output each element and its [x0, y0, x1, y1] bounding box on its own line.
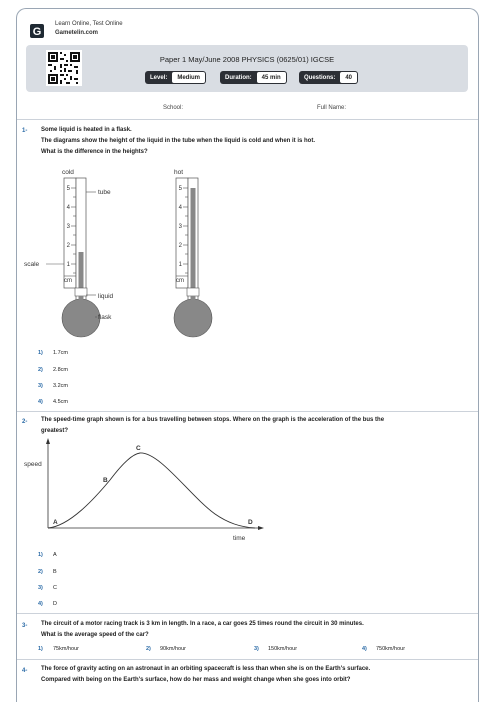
question-number: 1- — [22, 128, 28, 134]
question-line: The speed-time graph shown is for a bus travelling between stops. Where on the graph is the acceleration of the bus the — [41, 417, 385, 423]
question-line: The diagrams show the height of the liquid in the tube when the liquid is cold and when it is hot. — [41, 138, 316, 144]
tick-label: 1 — [66, 262, 70, 268]
paper-title: Paper 1 May/June 2008 PHYSICS (0625/01) IGCSE — [159, 55, 335, 64]
flask — [62, 299, 100, 337]
option-text[interactable]: 2.8cm — [53, 367, 68, 373]
question-number: 3- — [22, 623, 28, 629]
question-line: What is the average speed of the car? — [41, 632, 149, 638]
option-number: 1) — [38, 552, 43, 558]
questions-badge — [299, 71, 358, 84]
speed-curve — [48, 453, 255, 528]
cold-label: cold — [62, 169, 74, 176]
option-number: 2) — [38, 367, 43, 373]
flask-label: flask — [98, 314, 112, 321]
liquid-label: liquid — [98, 293, 114, 300]
question-line: Some liquid is heated in a flask. — [41, 127, 132, 133]
option-text[interactable]: 75km/hour — [53, 646, 79, 652]
speed-time-graph — [0, 436, 496, 546]
option-text[interactable]: 150km/hour — [268, 646, 298, 652]
cm-label: cm — [176, 278, 184, 284]
option-text[interactable]: D — [53, 601, 57, 607]
duration-value: 45 min — [257, 72, 286, 83]
question-text — [41, 619, 364, 641]
tick-label: 3 — [66, 224, 70, 230]
scale-bar — [176, 178, 188, 288]
point-label-b: B — [103, 477, 108, 484]
option-number: 4) — [38, 399, 43, 405]
divider — [17, 613, 478, 614]
point-label-a: A — [53, 519, 58, 526]
stopper — [187, 288, 199, 296]
option-number: 2) — [146, 646, 151, 652]
option-text[interactable]: 90km/hour — [160, 646, 186, 652]
gametelin-logo — [30, 24, 44, 38]
question-text — [41, 125, 315, 158]
questions-value: 40 — [340, 72, 357, 83]
question-line: greatest? — [41, 428, 69, 434]
question-line: The force of gravity acting on an astronaut in an orbiting spacecraft is less than when she is on the Earth's surface. — [41, 666, 371, 672]
cm-label: cm — [64, 278, 72, 284]
x-axis-label: time — [233, 535, 246, 542]
option-number: 3) — [38, 383, 43, 389]
flask — [174, 299, 212, 337]
question-text — [41, 664, 370, 686]
divider — [17, 119, 478, 120]
brand-tagline: Learn Online, Test Online — [55, 21, 123, 27]
option-number: 3) — [38, 585, 43, 591]
option-number: 4) — [38, 601, 43, 607]
duration-label: Duration: — [225, 74, 252, 81]
duration-badge — [220, 71, 287, 84]
option-text[interactable]: B — [53, 569, 57, 575]
tube-label: tube — [98, 189, 111, 196]
scale-label: scale — [24, 261, 40, 268]
tick-label: 4 — [178, 205, 182, 211]
tick-label: 2 — [178, 243, 182, 249]
option-number: 1) — [38, 350, 43, 356]
paper-header — [26, 45, 468, 92]
option-number: 1) — [38, 646, 43, 652]
tick-label: 4 — [66, 205, 70, 211]
full-name-field: Full Name: — [317, 105, 347, 111]
level-label: Level: — [150, 74, 168, 81]
option-text[interactable]: 750km/hour — [376, 646, 406, 652]
option-text[interactable]: 3.2cm — [53, 383, 68, 389]
svg-text:G: G — [32, 26, 42, 38]
divider — [17, 411, 478, 412]
question-line: What is the difference in the heights? — [41, 149, 148, 155]
option-text[interactable]: 1.7cm — [53, 350, 68, 356]
level-value: Medium — [172, 72, 205, 83]
option-number: 2) — [38, 569, 43, 575]
option-number: 3) — [254, 646, 259, 652]
option-number: 4) — [362, 646, 367, 652]
question-number: 4- — [22, 668, 28, 674]
question-line: Compared with being on the Earth's surface, how do her mass and weight change when she goes into orbit? — [41, 677, 351, 683]
hot-label: hot — [174, 169, 184, 176]
flask-diagram — [0, 160, 496, 350]
tick-label: 1 — [178, 262, 182, 268]
school-field: School: — [163, 105, 184, 111]
option-text[interactable]: A — [53, 552, 57, 558]
tick-label: 5 — [178, 186, 182, 192]
y-axis-label: speed — [24, 461, 42, 468]
tick-label: 5 — [66, 186, 70, 192]
brand-site[interactable]: Gametelin.com — [55, 30, 99, 36]
scale-bar — [64, 178, 76, 288]
question-text — [41, 415, 474, 437]
page-frame — [16, 8, 479, 702]
questions-label: Questions: — [304, 74, 336, 81]
point-label-d: D — [248, 519, 253, 526]
question-number: 2- — [22, 419, 28, 425]
stopper — [75, 288, 87, 296]
level-badge — [145, 71, 206, 84]
tick-label: 2 — [66, 243, 70, 249]
option-text[interactable]: 4.5cm — [53, 399, 68, 405]
option-text[interactable]: C — [53, 585, 57, 591]
question-line: The circuit of a motor racing track is 3 km in length. In a race, a car goes 25 times round the circuit in 30 minutes. — [41, 621, 364, 627]
divider — [17, 659, 478, 660]
tick-label: 3 — [178, 224, 182, 230]
point-label-c: C — [136, 445, 141, 452]
